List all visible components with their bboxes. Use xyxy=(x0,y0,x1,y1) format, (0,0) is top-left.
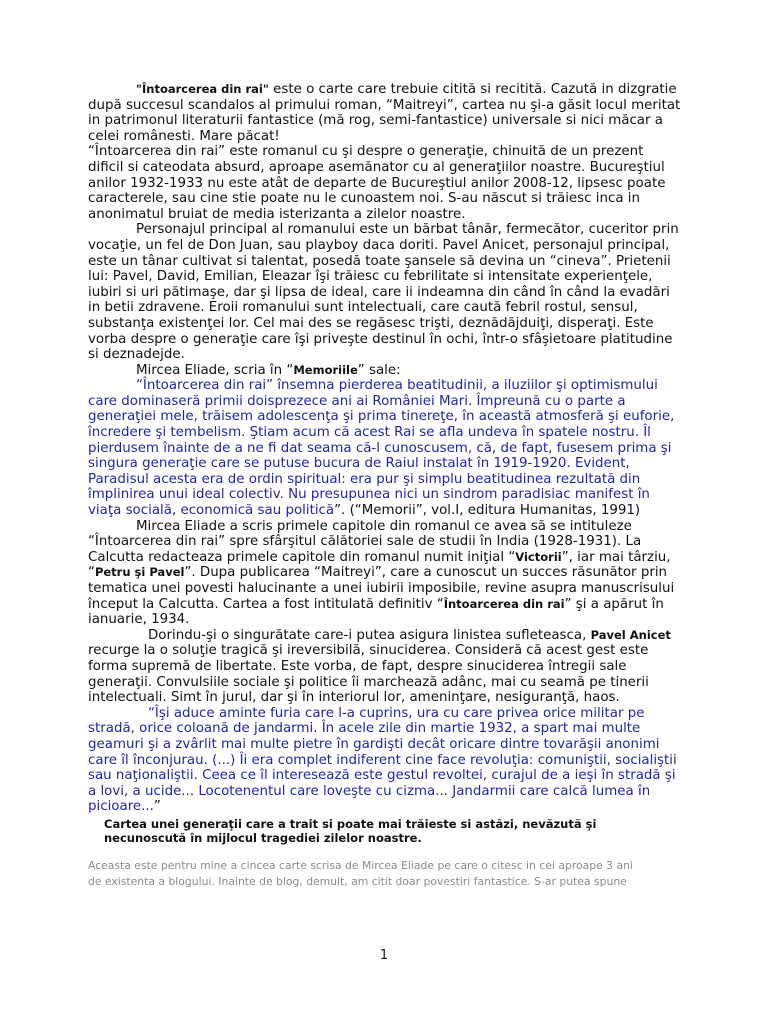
paragraph-intro: "Întoarcerea din rai" este o carte care trebuie citită si recitită. Cazută in dizgratie după succesul scandalos al primului roman, “Maitreyi”, cartea nu şi-a găsit locul meritat in patrimonul literaturii fantastice (mă rog, semi-fantastice) universale si nici măcar a celei românesti. Mare păcat! xyxy=(88,82,681,144)
paragraph-writing-history: Mircea Eliade a scris primele capitole din romanul ce avea să se intituleze “Întoarcerea din rai” spre sfârşitul călătoriei sale de studii în India (1928-1931). La Calcutta redacteaza primele capitole din romanul numit iniţial “Victorii”, iar mai târziu, “Petru şi Pavel”. Dupa publicarea “Maitreyi”, care a cunoscut un succes răsunător prin tematica unei povesti halucinante a unei iubirii imposibile, revine asupra manuscrisului început la Calcutta. Cartea a fost intitulată definitiv “Întoarcerea din rai” şi a apărut în ianuarie, 1934. xyxy=(88,518,675,628)
closing-statement: Cartea unei generaţii care a trait si poate mai trăieste si astăzi, nevăzută şi necunoscută în mijlocul tragediei zilelor noastre. xyxy=(104,816,597,845)
novel-quote: “Îşi aduce aminte furia care l-a cuprins, ura cu care privea orice militar pe stradă, orice coloană de jandarmi. În acele zile din martie 1932, a spart mai multe geamuri şi a zvârlit mai multe pietre în gardişti decât oricare dintre tovarăşii anonimi care îl înconjurau. (...) Îi era complet indiferent cine face revoluţia: comuniştii, socialiştii sau naţionaliştii. Ceea ce îl interesează este gestul revoltei, curajul de a ieşi în stradă şi a lovi, a ucide... Locotenentul care loveşte cu cizma... Jandarmii care calcă lumea în picioare...” xyxy=(88,705,677,815)
document-body xyxy=(88,82,682,890)
quote-source: ”. (“Memorii”, vol.I, editura Humanitas, 1991) xyxy=(334,503,641,519)
paragraph-main-character: Personajul principal al romanului este un bărbat tânăr, fermecător, cuceritor prin vocaţie, un fel de Don Juan, sau playboy daca doriti. Pavel Anicet, personajul principal, este un tânar cultivat si talentat, posedă toate şansele să devina un “cineva”. Prietenii lui: Pavel, David, Emilian, Eleazar îşi trăiesc cu febrilitate si intensitate experienţele, iubiri si uri pătimaşe, dar şi lipsa de ideal, care ii indeamna din când în când la evadări in betii zdravene. Eroii romanului sunt intelectuali, care caută febril rostul, sensul, substanţa existenţei lor. Cel mai des se regăsesc trişti, deznădăjduiţi, disperaţi. Este vorba despre o generaţie care îşi priveşte destinul în ochi, într-o sfâşietoare platitudine si deznadejde. xyxy=(88,222,679,363)
book-title: "Întoarcerea din rai" xyxy=(136,82,269,96)
page-number: 1 xyxy=(379,948,389,963)
memoirs-quote: “Întoarcerea din rai” însemna pierderea beatitudinii, a iluziilor şi optimismului care dominaseră primii doisprezece ani ai României Mari. Împreună cu o parte a generaţiei mele, trăisem adolescenţa şi prima tinereţe, în această atmosferă şi euforie, încredere şi tembelism. Ştiam acum că acest Rai se afla undeva în spatele nostru. Îl pierdusem înainte de a ne fi dat seama că-l cunoscusem, că, de fapt, fusesem prima şi singura generaţie care se putuse bucura de Raiul instalat în 1919-1920. Evident, Paradisul acesta era de ordin spiritual: era pur şi simplu beatitudinea rezultată din împlinirea unui ideal colectiv. Nu presupunea nici un sindrom paradisiac manifest în viaţa socială, economică sau politică”. (“Memorii”, vol.I, editura Humanitas, 1991) xyxy=(88,378,675,519)
blog-excerpt: Aceasta este pentru mine a cincea carte scrisa de Mircea Eliade pe care o citesc in cei aproape 3 ani de existenta a blogului. Inainte de blog, demult, am citit doar povestiri fantastice. S-ar putea spune xyxy=(88,858,633,888)
paragraph-memoirs-intro: Mircea Eliade, scria în “Memoriile” sale: xyxy=(136,362,401,378)
paragraph-suicide: Dorindu-şi o singurătate care-i putea asigura linistea sufleteasca, Pavel Anicet recurge la o soluţie tragică şi ireversibilă, sinuciderea. Consideră că acest gest este forma supremă de libertate. Este vorba, de fapt, despre sinuciderea întregii sale generaţii. Convulsiile sociale şi politice îi marchează adânc, mai cu seamă pe tinerii intelectuali. Simt în jurul, dar şi în interiorul lor, ameninţare, nesiguranţă, haos. xyxy=(88,627,671,706)
paragraph-generation: “Întoarcerea din rai” este romanul cu şi despre o generaţie, chinuită de un prezent dificil si cateodata absurd, aproape asemănator cu al generaţiilor noastre. Bucureştiul anilor 1932-1933 nu este atât de departe de Bucureştiul anilor 2008-12, lipsesc poate caracterele, sau cine stie poate nu le cunoastem noi. S-au născut si trăiesc inca in anonimatul bruiat de media isterizanta a zilelor noastre. xyxy=(88,144,666,222)
memoirs-title: Memoriile xyxy=(293,362,358,377)
